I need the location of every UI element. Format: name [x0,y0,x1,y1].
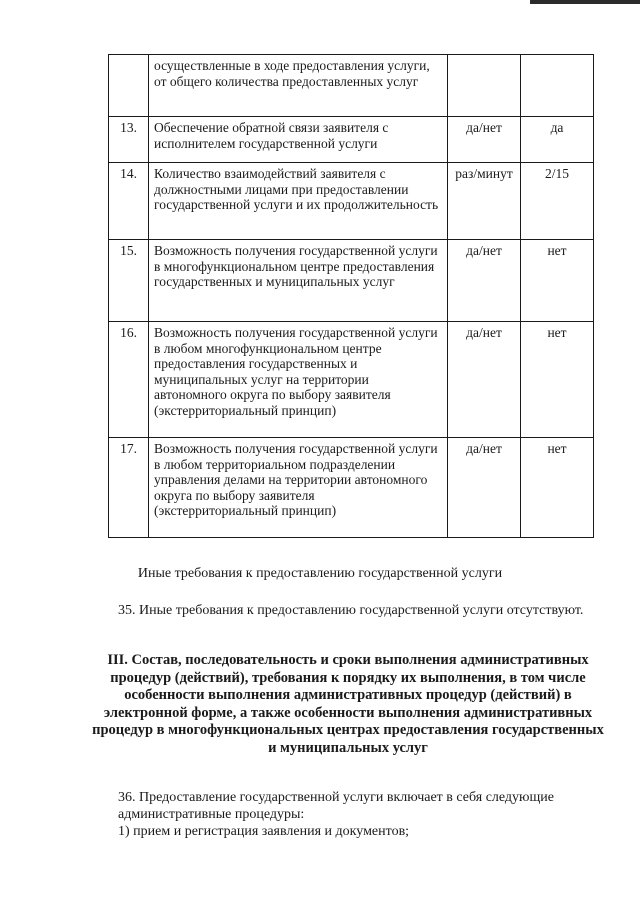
row-number: 15. [109,240,149,322]
table-row [109,322,594,438]
row-unit: да/нет [448,240,521,322]
top-edge-mark [530,0,640,4]
row-unit: да/нет [448,117,521,163]
row-indicator: Количество взаимодействий заявителя с должностными лицами при предоставлении государственной услуги и их продолжительность [149,163,448,240]
row-indicator: Обеспечение обратной связи заявителя с исполнителем государственной услуги [149,117,448,163]
table-row [109,55,594,117]
paragraph-36 [88,789,608,840]
table-row [109,117,594,163]
paragraph-36-item-1: 1) прием и регистрация заявления и документов; [118,824,410,839]
row-indicator: Возможность получения государственной услуги в любом многофункциональном центре предоставления государственных и муниципальных услуг на территории автономного округа по выбору заявителя (экстерриториальный принцип) [149,322,448,438]
row-value: нет [521,240,594,322]
row-number: 16. [109,322,149,438]
table-row [109,163,594,240]
row-value: нет [521,322,594,438]
table-row [109,438,594,538]
section-iii-title: III. Состав, последовательность и сроки выполнения административных процедур (действий), требования к порядку их выполнения, в том числе особенности выполнения административных процедур (действий) в электронной форме, а также особенности выполнения административных процедур в многофункциональных центрах предоставления государственных и муниципальных услуг [92,652,604,756]
row-indicator: осуществленные в ходе предоставления услуги, от общего количества предоставленных услуг [149,55,448,117]
row-number [109,55,149,117]
paragraph-35 [88,602,608,619]
table-row [109,240,594,322]
indicators-table [108,54,593,538]
row-indicator: Возможность получения государственной услуги в любом территориальном подразделении управления делами на территории автономного округа по выбору заявителя (экстерриториальный принцип) [149,438,448,538]
subheading: Иные требования к предоставлению государственной услуги [137,566,503,581]
row-unit: да/нет [448,438,521,538]
row-number: 14. [109,163,149,240]
row-number: 13. [109,117,149,163]
row-indicator: Возможность получения государственной услуги в многофункциональном центре предоставления государственных и муниципальных услуг [149,240,448,322]
row-value: 2/15 [521,163,594,240]
row-value: да [521,117,594,163]
row-value: нет [521,438,594,538]
row-value [521,55,594,117]
paragraph-36-intro: 36. Предоставление государственной услуги включает в себя следующие административные процедуры: [118,790,554,822]
row-unit [448,55,521,117]
paragraph-35-text: 35. Иные требования к предоставлению государственной услуги отсутствуют. [118,603,584,618]
row-number: 17. [109,438,149,538]
row-unit: да/нет [448,322,521,438]
indicators-table-grid [108,54,594,538]
row-unit: раз/минут [448,163,521,240]
